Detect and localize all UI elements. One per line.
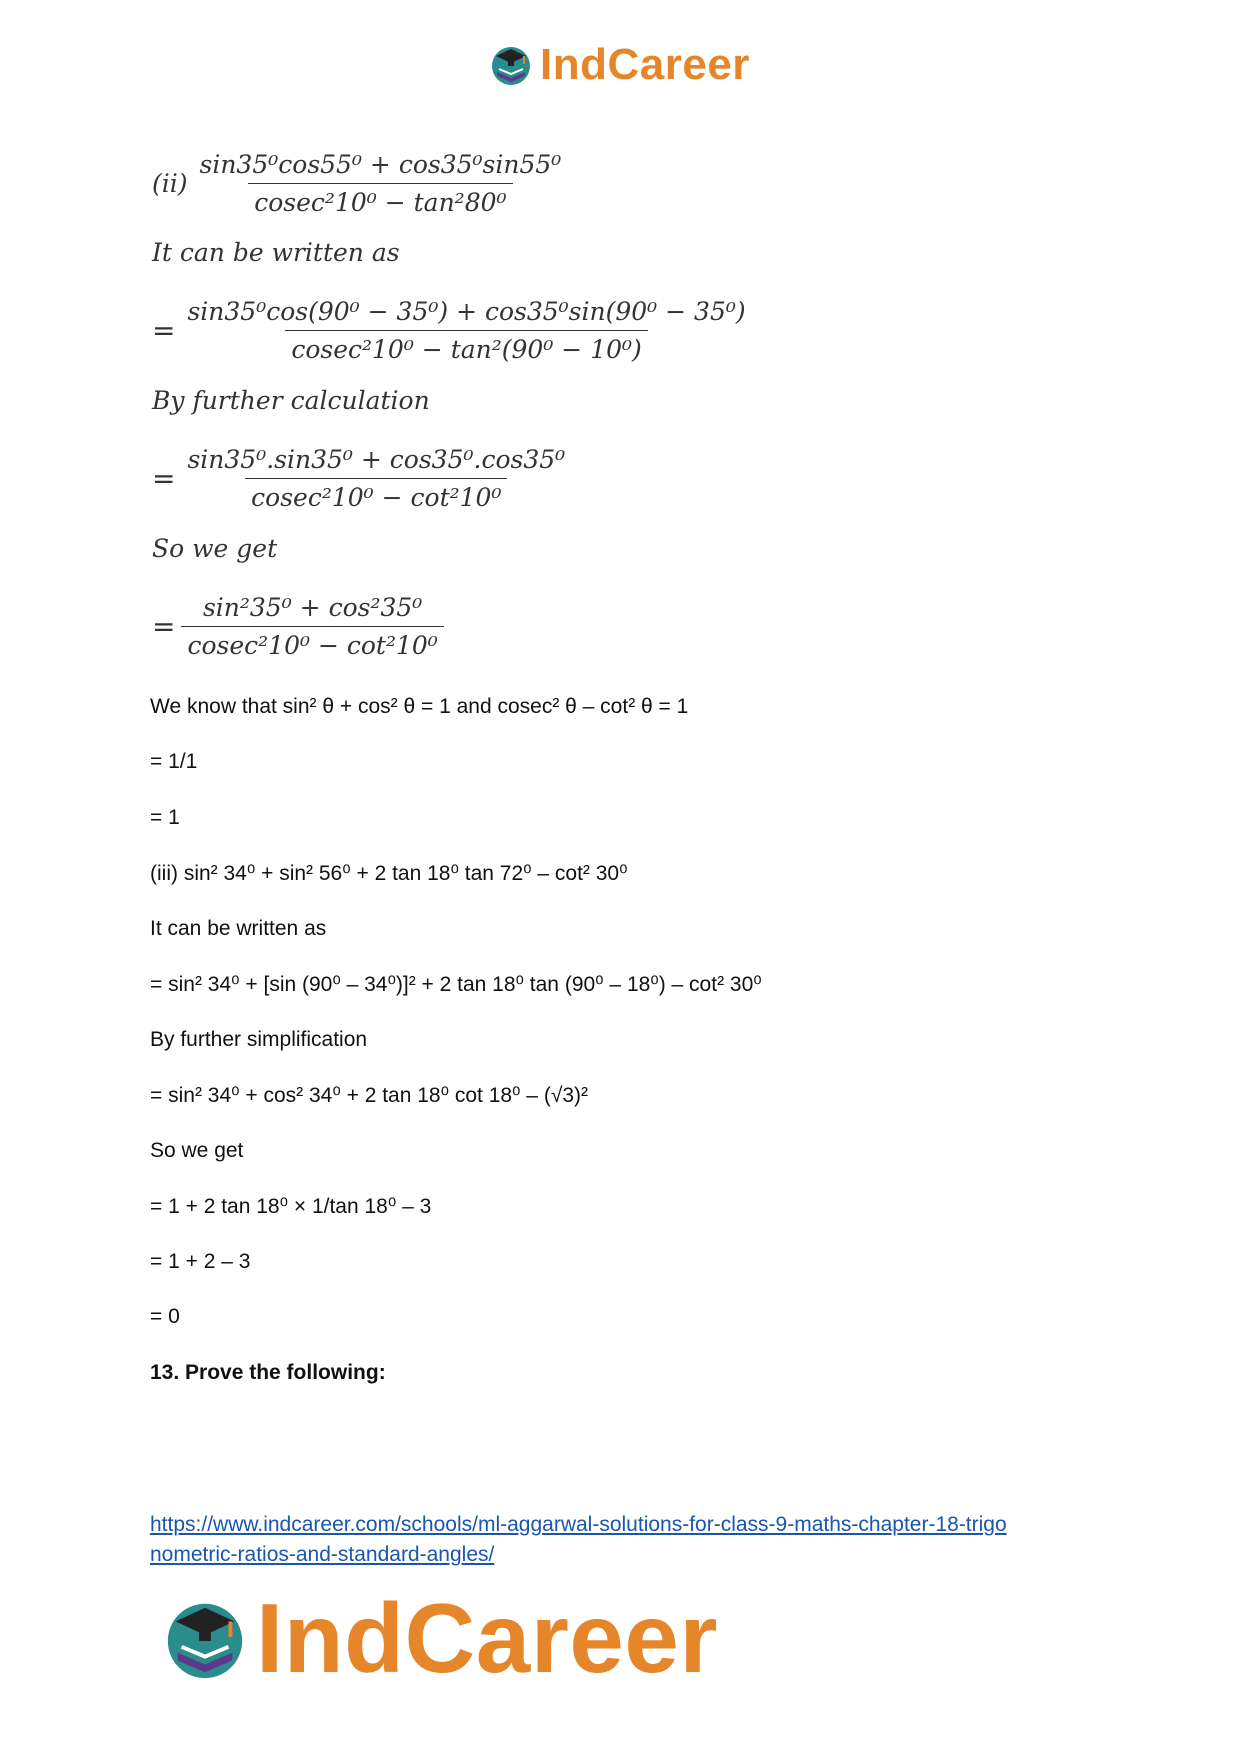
text-line: = sin² 34⁰ + [sin (90⁰ – 34⁰)]² + 2 tan 18⁰ tan (90⁰ – 18⁰) – cot² 30⁰ xyxy=(150,973,762,996)
source-link[interactable] xyxy=(150,1510,1110,1570)
math-text-2: By further calculation xyxy=(152,386,430,415)
math-expression-3 xyxy=(152,445,571,512)
numerator: sin35⁰.sin35⁰ + cos35⁰.cos35⁰ xyxy=(187,445,566,474)
brand-name: IndCareer xyxy=(540,40,750,89)
text-line: = sin² 34⁰ + cos² 34⁰ + 2 tan 18⁰ cot 18⁰ – (√3)² xyxy=(150,1084,589,1107)
numerator: sin35⁰cos(90⁰ − 35⁰) + cos35⁰sin(90⁰ − 35⁰) xyxy=(187,297,746,326)
link-line-1: https://www.indcareer.com/schools/ml-aggarwal-solutions-for-class-9-maths-chapter-18-trigo xyxy=(150,1513,1007,1536)
text-line: = 1/1 xyxy=(150,750,198,773)
numerator: sin²35⁰ + cos²35⁰ xyxy=(202,593,423,622)
brand-name: IndCareer xyxy=(256,1583,719,1693)
text-line: So we get xyxy=(150,1139,244,1162)
graduation-book-icon xyxy=(488,42,534,88)
equals-sign: = xyxy=(152,462,176,495)
link-line-2: nometric-ratios-and-standard-angles/ xyxy=(150,1543,495,1566)
fraction xyxy=(181,297,751,364)
text-line: By further simplification xyxy=(150,1028,368,1051)
text-line: We know that sin² θ + cos² θ = 1 and cosec² θ – cot² θ = 1 xyxy=(150,695,689,718)
denominator: cosec²10⁰ − tan²80⁰ xyxy=(248,183,512,217)
math-text-1: It can be written as xyxy=(152,238,400,267)
denominator: cosec²10⁰ − cot²10⁰ xyxy=(181,626,443,660)
math-expression-4 xyxy=(152,593,444,660)
text-line: = 0 xyxy=(150,1305,180,1328)
fraction xyxy=(181,445,571,512)
fraction xyxy=(181,593,443,660)
text-line: = 1 + 2 tan 18⁰ × 1/tan 18⁰ – 3 xyxy=(150,1195,432,1218)
numerator: sin35⁰cos55⁰ + cos35⁰sin55⁰ xyxy=(199,150,562,179)
denominator: cosec²10⁰ − tan²(90⁰ − 10⁰) xyxy=(285,330,647,364)
math-expression-2 xyxy=(152,297,752,364)
graduation-book-icon xyxy=(160,1594,250,1684)
text-line: It can be written as xyxy=(150,917,327,940)
math-text-3: So we get xyxy=(152,534,278,563)
math-expression-1 xyxy=(152,150,567,217)
equals-sign: = xyxy=(152,610,176,643)
header-logo xyxy=(488,40,750,90)
text-line: = 1 + 2 – 3 xyxy=(150,1250,251,1273)
denominator: cosec²10⁰ − cot²10⁰ xyxy=(245,478,507,512)
question-heading: 13. Prove the following: xyxy=(150,1361,386,1384)
footer-logo xyxy=(160,1582,718,1695)
text-line: = 1 xyxy=(150,806,180,829)
text-line: (iii) sin² 34⁰ + sin² 56⁰ + 2 tan 18⁰ tan 72⁰ – cot² 30⁰ xyxy=(150,862,628,885)
fraction xyxy=(194,150,568,217)
part-label: (ii) xyxy=(152,169,188,198)
equals-sign: = xyxy=(152,314,176,347)
